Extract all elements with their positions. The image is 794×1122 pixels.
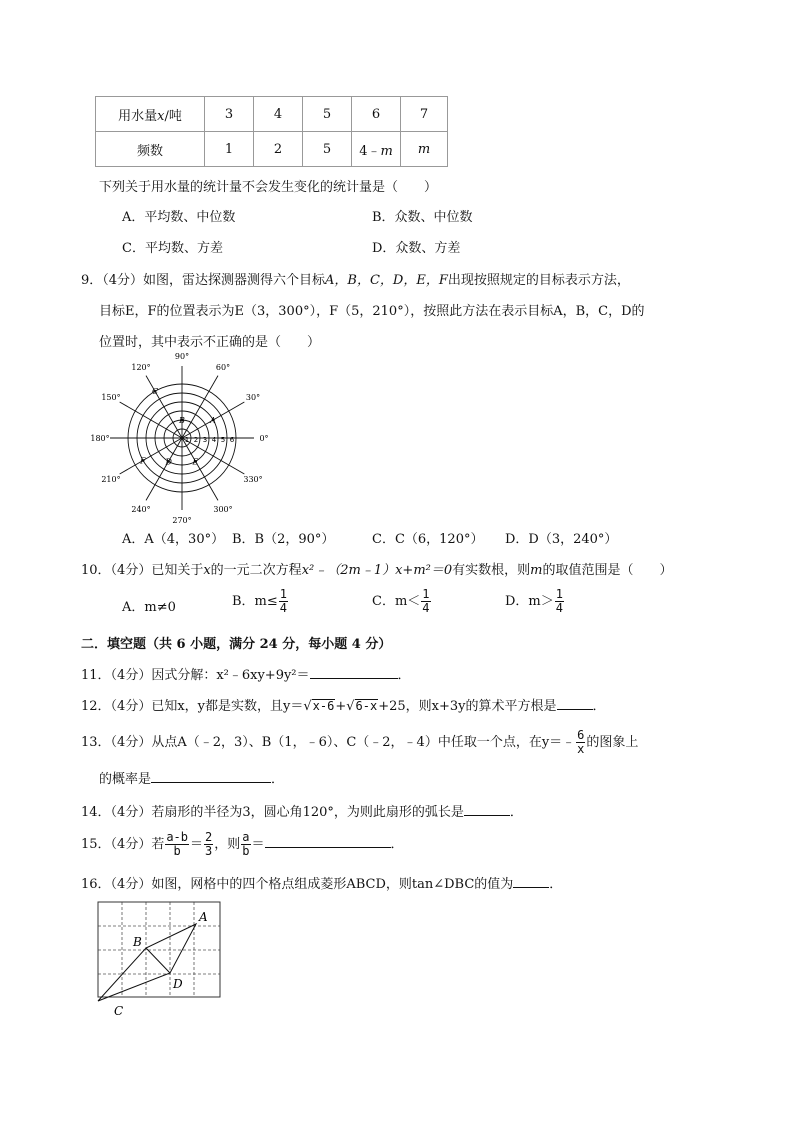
q8-option-c: C．平均数、方差 bbox=[122, 241, 223, 256]
radar-point-label: A bbox=[210, 416, 216, 425]
radar-diagram bbox=[90, 352, 278, 525]
table-cell: 4﹣m bbox=[352, 132, 401, 167]
radar-spoke bbox=[146, 438, 182, 500]
label-d: D bbox=[173, 977, 183, 991]
radar-angle-label: 0° bbox=[259, 434, 269, 443]
radar-angle-label: 270° bbox=[172, 516, 192, 525]
table-cell: 3 bbox=[205, 97, 254, 132]
radar-angle-label: 180° bbox=[90, 434, 110, 443]
q9-line2: 目标E，F的位置表示为E（3，300°），F（5，210°），按照此方法在表示目标A，B，C，D的 bbox=[99, 304, 645, 319]
radar-ring-label: 6 bbox=[229, 436, 235, 444]
segment-bd bbox=[146, 948, 170, 973]
label-b: B bbox=[133, 935, 142, 949]
table-cell: 2 bbox=[254, 132, 303, 167]
q16: 16．（4分）如图，网格中的四个格点组成菱形ABCD，则tan∠DBC的值为 ． bbox=[81, 873, 562, 892]
label-a: A bbox=[199, 910, 208, 924]
radar-ring-label: 3 bbox=[202, 436, 208, 444]
radar-ring-label: 1 bbox=[184, 436, 190, 444]
radar-spoke bbox=[146, 376, 182, 438]
q9-option-b: B．B（2，90°） bbox=[232, 532, 335, 547]
q8-option-b: B．众数、中位数 bbox=[372, 210, 473, 225]
q10-stem: 10．（4分）已知关于x的一元二次方程x²﹣（2m﹣1）x+m²＝0有实数根，则m的取值范围是（ ） bbox=[81, 563, 673, 578]
table-cell: 1 bbox=[205, 132, 254, 167]
q8-stem: 下列关于用水量的统计量不会发生变化的统计量是（ ） bbox=[99, 180, 438, 195]
radar-angle-label: 210° bbox=[101, 475, 121, 484]
q13-line1: 13．（4分）从点A（﹣2，3）、B（1，﹣6）、C（﹣2，﹣4）中任取一个点，在y＝﹣ $\frac{6}{x}$ 的图象上 bbox=[81, 728, 639, 756]
q8-option-a: A．平均数、中位数 bbox=[122, 210, 236, 225]
radar-spoke bbox=[182, 438, 218, 500]
radar-angle-label: 90° bbox=[174, 352, 190, 361]
table-row bbox=[96, 97, 448, 132]
radar-ring-label: 2 bbox=[193, 436, 199, 444]
radar-spoke bbox=[120, 402, 182, 438]
table-cell: 4 bbox=[254, 97, 303, 132]
rhombus-grid-diagram bbox=[92, 897, 232, 1019]
radar-ring-label: 5 bbox=[220, 436, 226, 444]
table-cell: 5 bbox=[303, 132, 352, 167]
section-title: 二．填空题（共 6 小题，满分 24 分，每小题 4 分） bbox=[81, 637, 392, 652]
table-cell: m bbox=[401, 132, 448, 167]
q14: 14．（4分）若扇形的半径为3，圆心角120°，为则此扇形的弧长是 ． bbox=[81, 801, 523, 820]
q9-line3: 位置时，其中表示不正确的是（ ） bbox=[99, 335, 321, 350]
radar-angle-label: 60° bbox=[215, 362, 231, 372]
radar-point-label: F bbox=[140, 456, 146, 466]
radar-point-label: C bbox=[152, 387, 159, 397]
q10-option-c: C．m＜ $\frac{1}{4}$ bbox=[372, 587, 430, 615]
q13-line2: 的概率是 ． bbox=[99, 768, 284, 787]
table-header-cell: 频数 bbox=[96, 132, 205, 167]
q9-option-c: C．C（6，120°） bbox=[372, 532, 484, 547]
q12: 12．（4分）已知x，y都是实数，且y＝√x-6+√6-x+25，则x+3y的算术平方根是 ． bbox=[81, 695, 606, 714]
radar-spoke bbox=[120, 438, 182, 474]
radar-angle-label: 150° bbox=[101, 393, 121, 402]
radar-spoke bbox=[182, 376, 218, 438]
radar-point-label: B bbox=[179, 416, 185, 425]
table-cell: 6 bbox=[352, 97, 401, 132]
table-cell: 7 bbox=[401, 97, 448, 132]
table-header-cell: 用水量x/吨 bbox=[96, 97, 205, 132]
q9-option-a: A．A（4，30°） bbox=[122, 532, 225, 547]
q11: 11．（4分）因式分解：x²﹣6xy+9y²＝ ． bbox=[81, 664, 411, 683]
radar-ring-label: 4 bbox=[211, 436, 217, 444]
radar-point-label: E bbox=[192, 457, 199, 467]
q8-option-d: D．众数、方差 bbox=[372, 241, 461, 256]
radar-angle-label: 330° bbox=[243, 475, 263, 484]
radar-point-label: D bbox=[165, 457, 172, 467]
radar-angle-label: 30° bbox=[245, 393, 261, 402]
q10-option-a: A．m≠0 bbox=[122, 600, 176, 615]
label-c: C bbox=[114, 1004, 124, 1018]
q15: 15．（4分）若 $\frac{a-b}{b}$ ＝ $\frac{2}{3}$ ，则 $\frac{a}{b}$ ＝ ． bbox=[81, 830, 404, 858]
table-cell: 5 bbox=[303, 97, 352, 132]
radar-angle-label: 240° bbox=[131, 505, 151, 515]
radar-angle-label: 300° bbox=[213, 505, 233, 515]
water-usage-table bbox=[95, 96, 448, 167]
q9-option-d: D．D（3，240°） bbox=[505, 532, 618, 547]
q10-option-b: B．m≤ $\frac{1}{4}$ bbox=[232, 587, 288, 615]
q9-line1: 9．（4分）如图，雷达探测器测得六个目标A，B，C，D，E，F出现按照规定的目标表示方法， bbox=[81, 273, 630, 288]
table-row bbox=[96, 132, 448, 167]
q10-option-d: D．m＞ $\frac{1}{4}$ bbox=[505, 587, 563, 615]
radar-angle-label: 120° bbox=[131, 362, 151, 372]
